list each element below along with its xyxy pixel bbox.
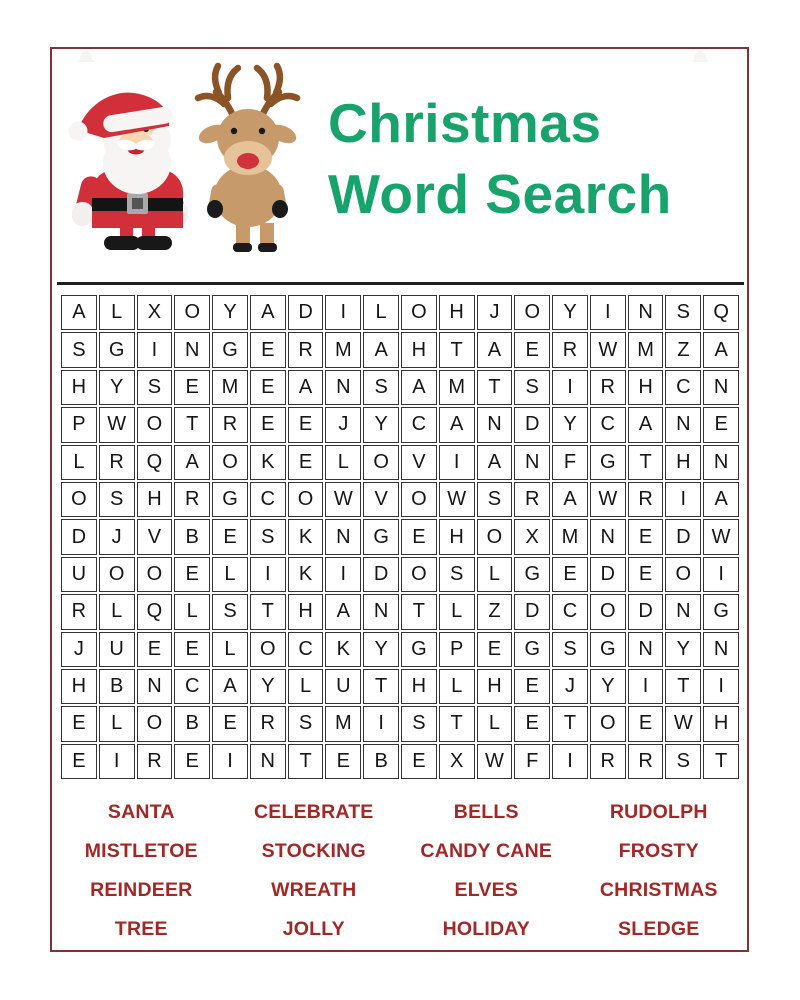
grid-cell[interactable]: E — [288, 445, 324, 480]
grid-cell[interactable]: E — [61, 744, 97, 779]
word-list-item: CHRISTMAS — [599, 879, 718, 901]
grid-cell[interactable]: D — [363, 557, 399, 592]
word-list-item: REINDEER — [90, 879, 193, 901]
grid-cell[interactable]: L — [477, 706, 513, 741]
grid-cell[interactable]: E — [212, 519, 248, 554]
grid-cell[interactable]: S — [212, 594, 248, 629]
grid-cell[interactable]: W — [99, 407, 135, 442]
header-separator-line — [57, 282, 744, 285]
grid-cell[interactable]: X — [137, 295, 173, 330]
grid-cell[interactable]: G — [212, 482, 248, 517]
grid-cell[interactable]: G — [590, 445, 626, 480]
grid-cell[interactable]: O — [401, 295, 437, 330]
grid-cell[interactable]: A — [174, 445, 210, 480]
grid-cell[interactable]: R — [590, 370, 626, 405]
grid-cell[interactable]: B — [99, 669, 135, 704]
grid-cell[interactable]: R — [552, 332, 588, 367]
grid-cell[interactable]: H — [703, 706, 739, 741]
word-list-item: FROSTY — [618, 840, 699, 862]
grid-cell[interactable]: H — [61, 669, 97, 704]
grid-cell[interactable]: E — [514, 669, 550, 704]
grid-cell[interactable]: F — [552, 445, 588, 480]
grid-cell[interactable]: S — [552, 632, 588, 667]
grid-cell[interactable]: X — [514, 519, 550, 554]
grid-cell[interactable]: T — [665, 669, 701, 704]
grid-cell[interactable]: E — [325, 744, 361, 779]
grid-cell[interactable]: W — [477, 744, 513, 779]
word-list-item: CELEBRATE — [253, 801, 374, 823]
grid-cell[interactable]: N — [174, 332, 210, 367]
grid-cell[interactable]: U — [325, 669, 361, 704]
grid-cell[interactable]: A — [628, 407, 664, 442]
grid-cell[interactable]: K — [288, 519, 324, 554]
grid-cell[interactable]: G — [514, 557, 550, 592]
grid-cell[interactable]: H — [61, 370, 97, 405]
word-list-item: STOCKING — [261, 840, 366, 862]
grid-cell[interactable]: R — [628, 744, 664, 779]
grid-cell[interactable]: R — [61, 594, 97, 629]
grid-cell[interactable]: N — [325, 519, 361, 554]
word-list-item: MISTLETOE — [84, 840, 198, 862]
grid-cell[interactable]: O — [514, 295, 550, 330]
grid-cell[interactable]: Y — [212, 295, 248, 330]
word-list-item: SLEDGE — [618, 918, 700, 940]
grid-cell[interactable]: P — [61, 407, 97, 442]
grid-cell[interactable]: H — [401, 332, 437, 367]
grid-cell[interactable]: L — [99, 594, 135, 629]
grid-cell[interactable]: A — [703, 332, 739, 367]
grid-cell[interactable]: A — [477, 332, 513, 367]
grid-cell[interactable]: I — [250, 557, 286, 592]
grid-cell[interactable]: G — [590, 632, 626, 667]
grid-cell[interactable]: T — [628, 445, 664, 480]
grid-cell[interactable]: N — [477, 407, 513, 442]
grid-cell[interactable]: D — [665, 519, 701, 554]
grid-cell[interactable]: L — [363, 295, 399, 330]
grid-cell[interactable]: E — [514, 332, 550, 367]
word-list-item: BELLS — [453, 801, 519, 823]
grid-cell[interactable]: Y — [250, 669, 286, 704]
grid-cell[interactable]: R — [250, 706, 286, 741]
grid-cell[interactable]: N — [665, 407, 701, 442]
grid-cell[interactable]: A — [552, 482, 588, 517]
grid-cell[interactable]: E — [401, 519, 437, 554]
grid-cell[interactable]: Q — [137, 445, 173, 480]
word-list-item: JOLLY — [282, 918, 345, 940]
grid-cell[interactable]: C — [250, 482, 286, 517]
grid-cell[interactable]: A — [288, 370, 324, 405]
grid-cell[interactable]: E — [212, 706, 248, 741]
grid-cell[interactable]: R — [514, 482, 550, 517]
title-line-2: Word Search — [328, 163, 672, 225]
grid-cell[interactable]: E — [514, 706, 550, 741]
grid-cell[interactable]: E — [628, 706, 664, 741]
grid-cell[interactable]: O — [137, 557, 173, 592]
grid-cell[interactable]: L — [439, 594, 475, 629]
word-list-item: CANDY CANE — [420, 840, 553, 862]
grid-cell[interactable]: R — [628, 482, 664, 517]
grid-cell[interactable]: E — [628, 557, 664, 592]
grid-cell[interactable]: C — [665, 370, 701, 405]
grid-cell[interactable]: G — [514, 632, 550, 667]
grid-cell[interactable]: Y — [665, 632, 701, 667]
grid-cell[interactable]: I — [212, 744, 248, 779]
grid-cell[interactable]: H — [665, 445, 701, 480]
grid-cell[interactable]: S — [288, 706, 324, 741]
grid-cell[interactable]: A — [477, 445, 513, 480]
grid-cell[interactable]: M — [325, 706, 361, 741]
grid-cell[interactable]: S — [137, 370, 173, 405]
grid-cell[interactable]: R — [212, 407, 248, 442]
grid-cell[interactable]: T — [477, 370, 513, 405]
grid-cell[interactable]: I — [552, 744, 588, 779]
grid-cell[interactable]: E — [288, 407, 324, 442]
grid-cell[interactable]: I — [439, 445, 475, 480]
grid-cell[interactable]: S — [514, 370, 550, 405]
grid-cell[interactable]: D — [514, 594, 550, 629]
grid-cell[interactable]: C — [288, 632, 324, 667]
grid-cell[interactable]: E — [401, 744, 437, 779]
grid-cell[interactable]: O — [363, 445, 399, 480]
grid-cell[interactable]: E — [61, 706, 97, 741]
grid-cell[interactable]: T — [363, 669, 399, 704]
grid-cell[interactable]: N — [703, 445, 739, 480]
grid-cell[interactable]: Y — [363, 407, 399, 442]
grid-cell[interactable]: D — [288, 295, 324, 330]
grid-cell[interactable]: G — [99, 332, 135, 367]
grid-cell[interactable]: O — [250, 632, 286, 667]
grid-cell[interactable]: G — [363, 519, 399, 554]
grid-cell[interactable]: O — [137, 706, 173, 741]
grid-cell[interactable]: B — [174, 706, 210, 741]
grid-cell[interactable]: E — [174, 370, 210, 405]
grid-cell[interactable]: K — [288, 557, 324, 592]
page-title — [328, 88, 748, 230]
grid-cell[interactable]: N — [628, 632, 664, 667]
grid-cell[interactable]: S — [363, 370, 399, 405]
grid-cell[interactable]: U — [61, 557, 97, 592]
grid-cell[interactable]: R — [174, 482, 210, 517]
grid-cell[interactable]: N — [590, 519, 626, 554]
grid-cell[interactable]: E — [250, 370, 286, 405]
grid-cell[interactable]: N — [628, 295, 664, 330]
grid-cell[interactable]: N — [665, 594, 701, 629]
grid-cell[interactable]: H — [477, 669, 513, 704]
grid-cell[interactable]: R — [288, 332, 324, 367]
grid-cell[interactable]: H — [401, 669, 437, 704]
grid-cell[interactable]: T — [250, 594, 286, 629]
grid-cell[interactable]: T — [439, 706, 475, 741]
grid-cell[interactable]: I — [703, 669, 739, 704]
grid-cell[interactable]: Y — [552, 407, 588, 442]
title-line-1: Christmas — [328, 92, 602, 154]
grid-cell[interactable]: J — [99, 519, 135, 554]
word-list-item: SANTA — [107, 801, 175, 823]
grid-cell[interactable]: O — [99, 557, 135, 592]
grid-cell[interactable]: B — [174, 519, 210, 554]
grid-cell[interactable]: O — [137, 407, 173, 442]
grid-cell[interactable]: W — [703, 519, 739, 554]
grid-cell[interactable]: H — [628, 370, 664, 405]
grid-cell[interactable]: B — [363, 744, 399, 779]
grid-cell[interactable]: O — [665, 557, 701, 592]
grid-cell[interactable]: Y — [552, 295, 588, 330]
grid-cell[interactable]: H — [439, 519, 475, 554]
grid-cell[interactable]: U — [99, 632, 135, 667]
grid-cell[interactable]: A — [439, 407, 475, 442]
grid-cell[interactable]: W — [590, 482, 626, 517]
grid-cell[interactable]: E — [477, 632, 513, 667]
grid-cell[interactable]: I — [590, 295, 626, 330]
santa-illustration — [66, 84, 194, 254]
letter-grid — [61, 295, 739, 779]
grid-cell[interactable]: E — [703, 407, 739, 442]
grid-cell[interactable]: I — [325, 295, 361, 330]
grid-cell[interactable]: J — [552, 669, 588, 704]
grid-cell[interactable]: L — [174, 594, 210, 629]
grid-cell[interactable]: A — [212, 669, 248, 704]
grid-cell[interactable]: I — [363, 706, 399, 741]
grid-cell[interactable]: M — [439, 370, 475, 405]
grid-cell[interactable]: C — [174, 669, 210, 704]
grid-cell[interactable]: L — [99, 706, 135, 741]
grid-cell[interactable]: D — [628, 594, 664, 629]
grid-cell[interactable]: V — [137, 519, 173, 554]
faint-bell-icon — [76, 50, 96, 64]
grid-cell[interactable]: D — [590, 557, 626, 592]
grid-cell[interactable]: R — [137, 744, 173, 779]
grid-cell[interactable]: Y — [590, 669, 626, 704]
grid-cell[interactable]: R — [590, 744, 626, 779]
grid-cell[interactable]: E — [628, 519, 664, 554]
rudolph-reindeer-illustration — [190, 58, 305, 254]
grid-cell[interactable]: C — [590, 407, 626, 442]
grid-cell[interactable]: I — [137, 332, 173, 367]
grid-cell[interactable]: M — [212, 370, 248, 405]
grid-cell[interactable]: G — [703, 594, 739, 629]
grid-cell[interactable]: N — [137, 669, 173, 704]
grid-cell[interactable]: N — [325, 370, 361, 405]
grid-cell[interactable]: S — [665, 744, 701, 779]
word-list-item: HOLIDAY — [442, 918, 530, 940]
grid-cell[interactable]: S — [665, 295, 701, 330]
grid-cell[interactable]: S — [439, 557, 475, 592]
grid-cell[interactable]: M — [628, 332, 664, 367]
grid-cell[interactable]: N — [703, 632, 739, 667]
grid-cell[interactable]: G — [401, 632, 437, 667]
grid-cell[interactable]: D — [61, 519, 97, 554]
grid-cell[interactable]: R — [99, 445, 135, 480]
grid-cell[interactable]: O — [61, 482, 97, 517]
faint-bell-icon — [690, 50, 710, 64]
word-list-item: RUDOLPH — [609, 801, 708, 823]
grid-cell[interactable]: C — [552, 594, 588, 629]
grid-cell[interactable]: O — [477, 519, 513, 554]
grid-cell[interactable]: H — [137, 482, 173, 517]
grid-cell[interactable]: J — [325, 407, 361, 442]
grid-cell[interactable]: A — [363, 332, 399, 367]
grid-cell[interactable]: I — [99, 744, 135, 779]
grid-cell[interactable]: N — [514, 445, 550, 480]
grid-cell[interactable]: O — [174, 295, 210, 330]
grid-cell[interactable]: O — [212, 445, 248, 480]
grid-cell[interactable]: O — [590, 706, 626, 741]
grid-cell[interactable]: O — [590, 594, 626, 629]
grid-cell[interactable]: W — [439, 482, 475, 517]
grid-cell[interactable]: A — [250, 295, 286, 330]
grid-cell[interactable]: N — [363, 594, 399, 629]
grid-cell[interactable]: Q — [703, 295, 739, 330]
grid-cell[interactable]: L — [99, 295, 135, 330]
grid-cell[interactable]: S — [250, 519, 286, 554]
grid-cell[interactable]: L — [288, 669, 324, 704]
grid-cell[interactable]: Q — [137, 594, 173, 629]
grid-cell[interactable]: E — [552, 557, 588, 592]
grid-cell[interactable]: I — [552, 370, 588, 405]
grid-cell[interactable]: W — [325, 482, 361, 517]
grid-cell[interactable]: O — [401, 557, 437, 592]
grid-cell[interactable]: T — [401, 594, 437, 629]
grid-cell[interactable]: L — [212, 632, 248, 667]
grid-cell[interactable]: E — [174, 557, 210, 592]
grid-cell[interactable]: L — [325, 445, 361, 480]
grid-cell[interactable]: W — [590, 332, 626, 367]
grid-cell[interactable]: P — [439, 632, 475, 667]
grid-cell[interactable]: K — [325, 632, 361, 667]
word-list-item: ELVES — [454, 879, 518, 901]
grid-cell[interactable]: V — [363, 482, 399, 517]
grid-cell[interactable]: A — [61, 295, 97, 330]
grid-cell[interactable]: T — [174, 407, 210, 442]
grid-cell[interactable]: T — [439, 332, 475, 367]
grid-cell[interactable]: L — [61, 445, 97, 480]
grid-cell[interactable]: V — [401, 445, 437, 480]
grid-cell[interactable]: L — [439, 669, 475, 704]
grid-cell[interactable]: I — [665, 482, 701, 517]
grid-cell[interactable]: G — [212, 332, 248, 367]
grid-cell[interactable]: I — [325, 557, 361, 592]
grid-cell[interactable]: E — [174, 632, 210, 667]
grid-cell[interactable]: M — [325, 332, 361, 367]
word-list — [55, 793, 745, 949]
grid-cell[interactable]: E — [137, 632, 173, 667]
grid-cell[interactable]: A — [401, 370, 437, 405]
grid-cell[interactable]: H — [288, 594, 324, 629]
grid-cell[interactable]: O — [401, 482, 437, 517]
grid-cell[interactable]: Y — [99, 370, 135, 405]
word-list-item: TREE — [114, 918, 168, 940]
grid-cell[interactable]: N — [250, 744, 286, 779]
grid-cell[interactable]: S — [99, 482, 135, 517]
grid-cell[interactable]: M — [552, 519, 588, 554]
grid-cell[interactable]: E — [174, 744, 210, 779]
grid-cell[interactable]: S — [61, 332, 97, 367]
grid-cell[interactable]: I — [628, 669, 664, 704]
grid-cell[interactable]: D — [514, 407, 550, 442]
grid-cell[interactable]: Z — [665, 332, 701, 367]
grid-cell[interactable]: L — [477, 557, 513, 592]
grid-cell[interactable]: H — [439, 295, 475, 330]
grid-cell[interactable]: Y — [363, 632, 399, 667]
grid-cell[interactable]: Z — [477, 594, 513, 629]
grid-cell[interactable]: S — [477, 482, 513, 517]
grid-cell[interactable]: A — [703, 482, 739, 517]
grid-cell[interactable]: F — [514, 744, 550, 779]
grid-cell[interactable]: I — [703, 557, 739, 592]
grid-cell[interactable]: K — [250, 445, 286, 480]
grid-cell[interactable]: W — [665, 706, 701, 741]
grid-cell[interactable]: O — [288, 482, 324, 517]
grid-cell[interactable]: T — [552, 706, 588, 741]
grid-cell[interactable]: T — [703, 744, 739, 779]
word-list-item: WREATH — [271, 879, 357, 901]
grid-cell[interactable]: J — [477, 295, 513, 330]
grid-cell[interactable]: E — [250, 332, 286, 367]
grid-cell[interactable]: E — [250, 407, 286, 442]
grid-cell[interactable]: C — [401, 407, 437, 442]
grid-cell[interactable]: J — [61, 632, 97, 667]
grid-cell[interactable]: L — [212, 557, 248, 592]
grid-cell[interactable]: T — [288, 744, 324, 779]
grid-cell[interactable]: X — [439, 744, 475, 779]
grid-cell[interactable]: A — [325, 594, 361, 629]
grid-cell[interactable]: S — [401, 706, 437, 741]
grid-cell[interactable]: N — [703, 370, 739, 405]
